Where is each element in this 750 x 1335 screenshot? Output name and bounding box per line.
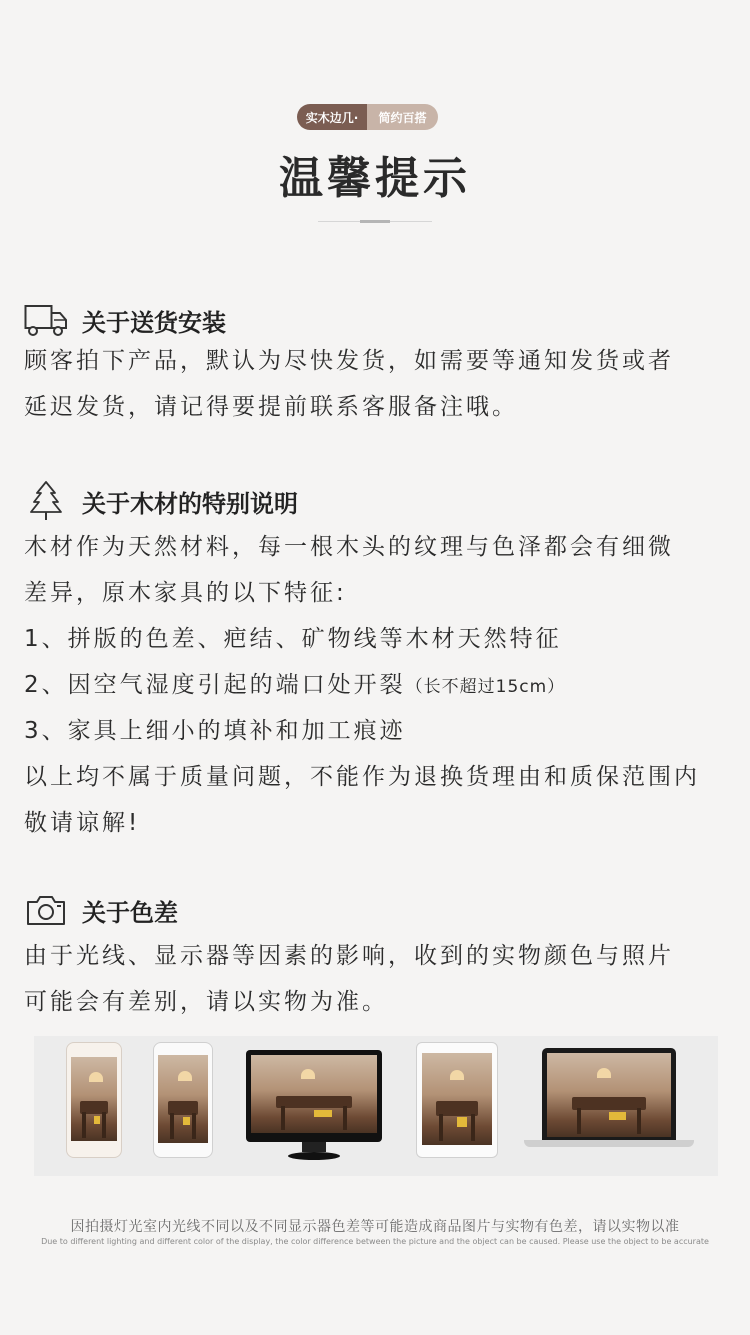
tree-icon [24,481,68,521]
laptop-device [542,1048,676,1140]
page-title: 温馨提示 [279,153,471,204]
caption-en: Due to different lighting and different color of the display, the color difference between the picture and the object can be caused. Please use the object to be accurate [41,1237,709,1246]
paragraph-line: 敬请谅解! [24,810,141,836]
camera-icon [24,890,68,930]
section-color-heading [24,890,178,930]
product-badge [297,104,438,130]
android-phone-device [153,1042,213,1158]
title-divider [318,221,432,222]
paragraph-line: 以上均不属于质量问题，不能作为退换货理由和质保范围内 [24,764,700,790]
paragraph-line-with-note [24,662,730,708]
paragraph-text: 2、因空气湿度引起的端口处开裂 [24,672,406,698]
section-heading: 关于木材的特别说明 [82,489,298,518]
delivery-truck-icon [24,300,68,340]
section-delivery-body [24,338,730,430]
monitor-base [288,1152,340,1160]
section-heading: 关于色差 [82,898,178,927]
length-note: （长不超过15cm） [405,677,566,697]
section-heading: 关于送货安装 [82,308,226,337]
device-comparison-image [34,1036,718,1176]
monitor-stand [302,1142,326,1152]
section-color-body [24,933,730,1025]
paragraph-line: 木材作为天然材料，每一根木头的纹理与色泽都会有细微 [24,534,674,560]
paragraph-line: 1、拼版的色差、疤结、矿物线等木材天然特征 [24,626,562,652]
paragraph-line: 可能会有差别，请以实物为准。 [24,989,388,1015]
section-wood-body [24,524,730,846]
badge-right-label: 简约百搭 [367,104,438,130]
paragraph-line: 由于光线、显示器等因素的影响，收到的实物颜色与照片 [24,943,674,969]
section-delivery-heading [24,300,226,340]
caption-zh: 因拍摄灯光室内光线不同以及不同显示器色差等可能造成商品图片与实物有色差，请以实物以准 [70,1219,680,1235]
paragraph-line: 顾客拍下产品，默认为尽快发货，如需要等通知发货或者 [24,348,674,374]
paragraph-line: 差异，原木家具的以下特征: [24,580,347,606]
section-wood-heading [24,481,298,521]
laptop-base [524,1140,694,1147]
badge-left-label: 实木边几· [297,104,367,130]
paragraph-line: 3、家具上细小的填补和加工痕迹 [24,718,406,744]
desktop-monitor-device [246,1050,382,1142]
tablet-device [416,1042,498,1158]
iphone-device [66,1042,122,1158]
paragraph-line: 延迟发货，请记得要提前联系客服备注哦。 [24,394,518,420]
